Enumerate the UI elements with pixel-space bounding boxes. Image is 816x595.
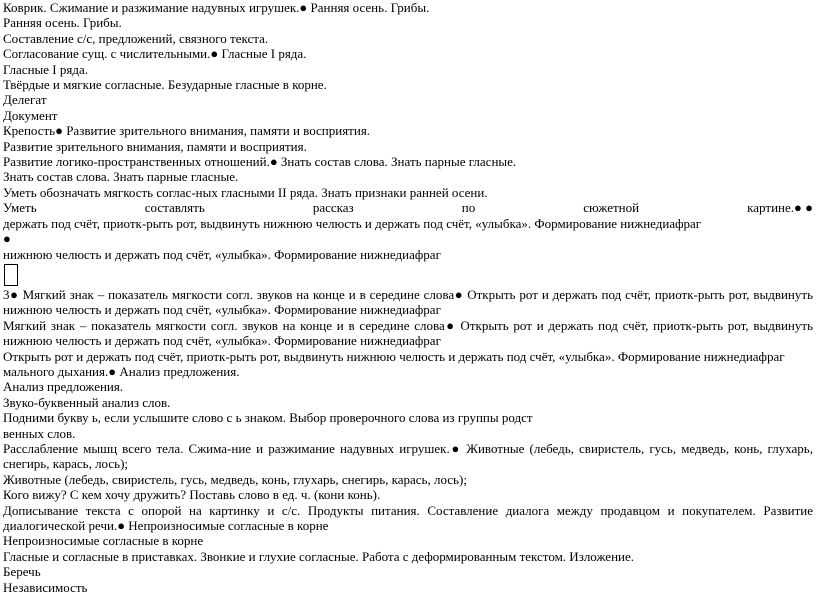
text-line: Твёрдые и мягкие согласные. Безударные гласные в корне.	[3, 77, 327, 93]
text-line: Уметь обозначать мягкость соглас-ных гласными II ряда. Знать признаки ранней осени.	[3, 184, 488, 200]
text-line: Знать состав слова. Знать парные гласные.	[3, 169, 239, 185]
text-line: Животные (лебедь, свиристель, гусь, медведь, конь, глухарь, снегирь, карась, лось);	[3, 471, 467, 487]
text-line: Непроизносимые согласные в корне	[3, 533, 204, 549]
text-line: Независимость	[3, 579, 88, 595]
text-line: Подними букву ь, если услышите слово с ь знаком. Выбор проверочного слова из группы родст	[3, 410, 533, 426]
text-line: Гласные I ряда.	[3, 61, 88, 77]
text-line: нижнюю челюсть и держать под счёт, «улыбка». Формирование нижнедиафраг	[3, 246, 441, 262]
text-line: Кого вижу? С кем хочу дружить? Поставь слово в ед. ч. (кони конь).	[3, 487, 381, 503]
word: рассказ	[312, 200, 354, 216]
text-line: Развитие логико-пространственных отношений.● Знать состав слова. Знать парные гласные.	[3, 154, 517, 170]
text-line: Делегат	[3, 92, 47, 108]
text-line: Составление с/с, предложений, связного текста.	[3, 30, 269, 46]
text-paragraph: Расслабление мышц всего тела. Сжима-ние и разжимание надувных игрушек.● Животные (лебедь, свиристель, гусь, медведь, конь, глухарь, снегирь, карась, лось);	[3, 440, 813, 472]
text-line: Гласные и согласные в приставках. Звонкие и глухие согласные. Работа с деформированным текстом. Изложение.	[3, 548, 635, 564]
text-line: Открыть рот и держать под счёт, приотк-рыть рот, выдвинуть нижнюю челюсть и держать под счёт, «улыбка». Формирование нижнедиафраг	[3, 348, 785, 364]
word: Уметь	[3, 200, 37, 216]
text-line: Анализ предложения.	[3, 379, 124, 395]
text-line: Звуко-буквенный анализ слов.	[3, 394, 171, 410]
word: сюжетной	[583, 200, 640, 216]
text-line: Документ	[3, 107, 58, 123]
text-line: держать под счёт, приотк-рыть рот, выдвинуть нижнюю челюсть и держать под счёт, «улыбка». Формирование нижнедиафраг	[3, 215, 702, 231]
text-line: Развитие зрительного внимания, памяти и восприятия.	[3, 138, 307, 154]
bullet-line: ●	[3, 231, 11, 247]
justified-line	[3, 200, 813, 215]
word: по	[461, 200, 476, 216]
text-line: Коврик. Сжимание и разжимание надувных игрушек.● Ранняя осень. Грибы.	[3, 0, 430, 15]
text-line: Согласование сущ. с числительными.● Гласные I ряда.	[3, 46, 307, 62]
text-line: мального дыхания.● Анализ предложения.	[3, 363, 240, 379]
word: картине.● ●	[747, 200, 813, 216]
text-paragraph: Мягкий знак – показатель мягкости согл. звуков на конце и в середине слова● Открыть рот и держать под счёт, приотк-рыть рот, выдвинуть нижнюю челюсть и держать под счёт, «улыбка». Формирование нижнедиафраг	[3, 317, 813, 349]
empty-box	[4, 264, 18, 286]
text-line: Ранняя осень. Грибы.	[3, 15, 122, 31]
word: составлять	[144, 200, 205, 216]
text-line: Крепость● Развитие зрительного внимания, памяти и восприятия.	[3, 123, 371, 139]
text-paragraph: Дописывание текста с опорой на картинку и с/с. Продукты питания. Составление диалога между продавцом и покупателем. Развитие диалогической речи.● Непроизносимые согласные в корне	[3, 502, 813, 533]
text-line: венных слов.	[3, 425, 76, 441]
text-paragraph: 3● Мягкий знак – показатель мягкости согл. звуков на конце и в середине слова● Открыть рот и держать под счёт, приотк-рыть рот, выдвинуть нижнюю челюсть и держать под счёт, «улыбка». Формирование нижнедиафраг	[3, 286, 813, 318]
text-line: Беречь	[3, 564, 41, 580]
